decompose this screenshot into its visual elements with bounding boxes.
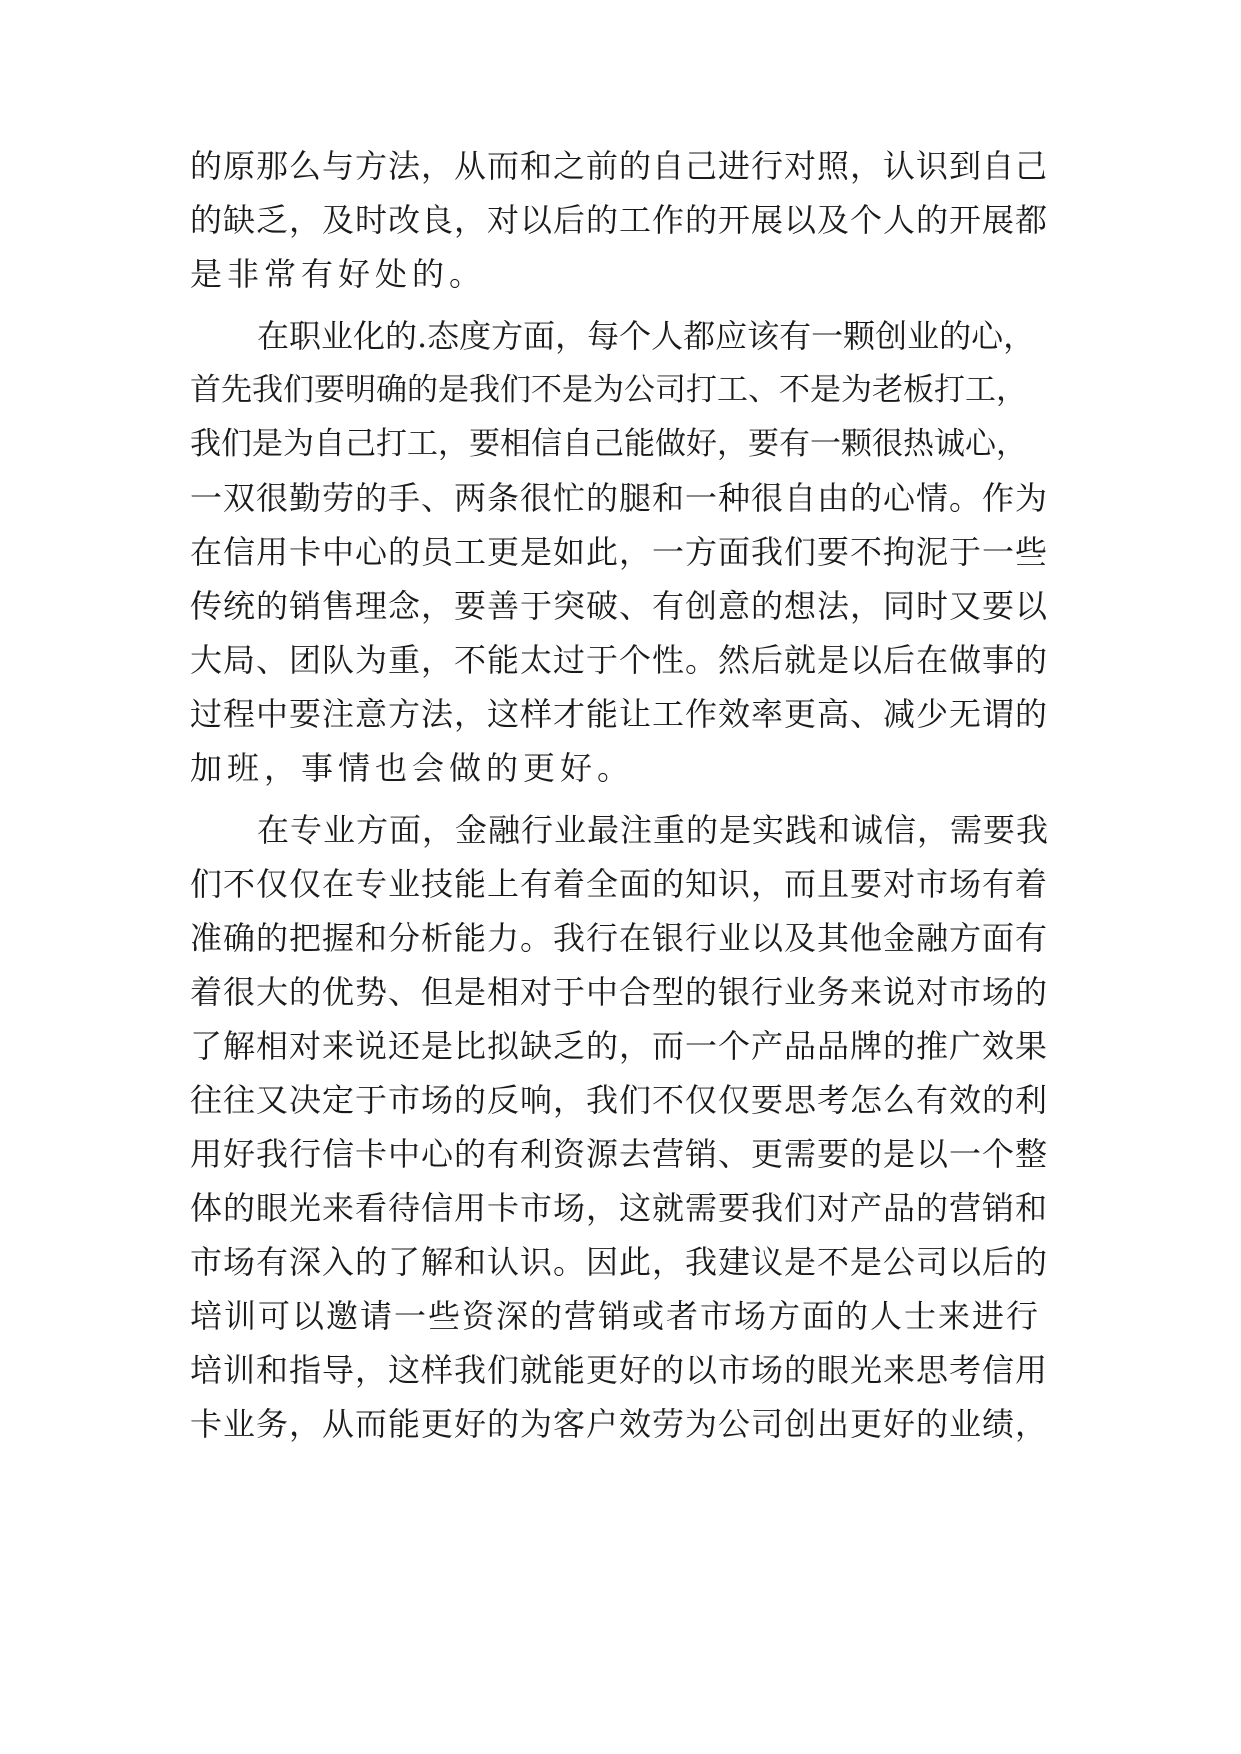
text-line: 是非常有好处的。 bbox=[190, 255, 487, 293]
text-line: 在职业化的.态度方面，每个人都应该有一颗创业的心， bbox=[257, 317, 1036, 355]
text-line: 市场有深入的了解和认识。因此，我建议是不是公司以后的 bbox=[190, 1243, 1049, 1281]
text-line: 用好我行信卡中心的有利资源去营销、更需要的是以一个整 bbox=[190, 1135, 1049, 1173]
text-line: 往往又决定于市场的反响，我们不仅仅要思考怎么有效的利 bbox=[190, 1081, 1049, 1119]
text-line: 我们是为自己打工，要相信自己能做好，要有一颗很热诚心， bbox=[190, 426, 1027, 462]
text-line: 们不仅仅在专业技能上有着全面的知识，而且要对市场有着 bbox=[190, 865, 1049, 903]
text-line: 的缺乏，及时改良，对以后的工作的开展以及个人的开展都 bbox=[190, 201, 1049, 239]
text-line: 着很大的优势、但是相对于中合型的银行业务来说对市场的 bbox=[190, 973, 1049, 1011]
text-line: 传统的销售理念，要善于突破、有创意的想法，同时又要以 bbox=[190, 587, 1049, 625]
text-line: 体的眼光来看待信用卡市场，这就需要我们对产品的营销和 bbox=[190, 1189, 1049, 1227]
text-line: 的原那么与方法，从而和之前的自己进行对照，认识到自己 bbox=[190, 147, 1049, 185]
text-line: 首先我们要明确的是我们不是为公司打工、不是为老板打工， bbox=[190, 372, 1027, 408]
text-line: 培训可以邀请一些资深的营销或者市场方面的人士来进行 bbox=[190, 1297, 1041, 1335]
text-line: 加班，事情也会做的更好。 bbox=[190, 749, 635, 787]
text-line: 在信用卡中心的员工更是如此，一方面我们要不拘泥于一些 bbox=[190, 533, 1049, 571]
text-line: 培训和指导，这样我们就能更好的以市场的眼光来思考信用 bbox=[190, 1351, 1049, 1389]
text-line: 大局、团队为重，不能太过于个性。然后就是以后在做事的 bbox=[190, 641, 1049, 679]
text-line: 过程中要注意方法，这样才能让工作效率更高、减少无谓的 bbox=[190, 695, 1049, 733]
text-line: 了解相对来说还是比拟缺乏的，而一个产品品牌的推广效果 bbox=[190, 1027, 1049, 1065]
text-line: 在专业方面，金融行业最注重的是实践和诚信，需要我 bbox=[257, 811, 1050, 849]
text-line: 卡业务，从而能更好的为客户效劳为公司创出更好的业绩， bbox=[190, 1405, 1049, 1443]
text-line: 准确的把握和分析能力。我行在银行业以及其他金融方面有 bbox=[190, 919, 1049, 957]
text-line: 一双很勤劳的手、两条很忙的腿和一种很自由的心情。作为 bbox=[190, 479, 1049, 517]
